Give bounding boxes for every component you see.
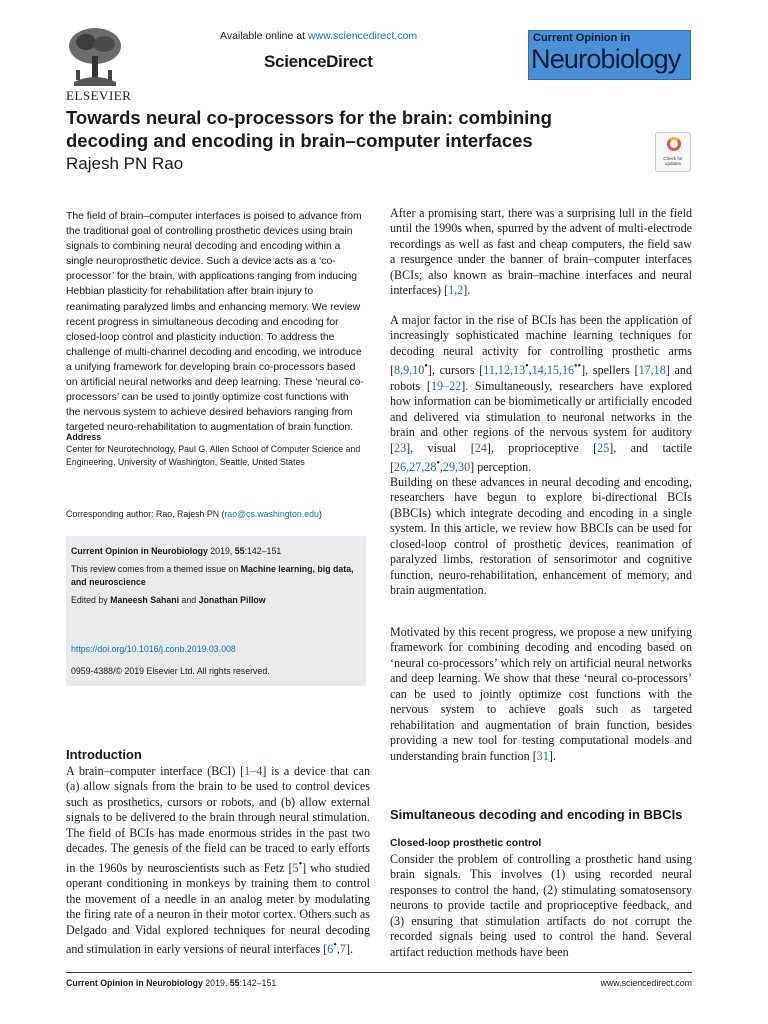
footer-url[interactable]: www.sciencedirect.com [600, 978, 692, 988]
ref-link[interactable]: 29,30 [442, 460, 471, 475]
ref-link[interactable]: 1–4 [244, 764, 263, 778]
check-updates-icon [667, 137, 681, 151]
infobox-pages: :142–151 [244, 546, 282, 556]
copyright: 0959-4388/© 2019 Elsevier Ltd. All rights reserved. [71, 666, 270, 676]
footer-divider [66, 972, 692, 973]
ref-link[interactable]: 5 [292, 860, 299, 875]
section-heading: Simultaneous decoding and encoding in BBCIs [390, 807, 683, 822]
introduction-paragraph: A brain–computer interface (BCI) [1–4] is a device that can (a) allow signals from the brain to be used to control devices such as prosthetics, cursors or robots, and (b) allow external signals to be delivered to the brain through neural stimulation. The field of BCIs has made enormous strides in the past two decades. The genesis of the field can be traced to early efforts in the 1960s by neuroscientists such as Fetz [5•] who studied operant conditioning in monkeys by training them to control the movement of a needle in an analog meter by modulating the firing rate of a neuron in their motor cortex. Others such as Delgado and Vidal explored techniques for neural decoding and stimulation in early versions of neural interfaces [6•,7]. [66, 764, 370, 957]
available-online-line [220, 30, 520, 42]
check-for-updates-button[interactable] [655, 132, 691, 172]
introduction-heading: Introduction [66, 747, 142, 762]
address-text: Center for Neurotechnology, Paul G. Allen School of Computer Science and Engineering, University of Washington, Seattle, United States [66, 444, 361, 467]
footer-volume: 55 [229, 978, 240, 988]
abstract: The field of brain–computer interfaces is poised to advance from the traditional goal of controlling prosthetic devices using brain signals to combining neural decoding and encoding within a single neuroprosthetic device. Such a device acts as a ‘co-processor’ for the brain, with applications ranging from inducing Hebbian plasticity for rehabilitation after brain injury to reanimating paralyzed limbs and enhancing memory. We review recent progress in simultaneous decoding and encoding for closed-loop control and plasticity induction. To address the challenge of multi-channel decoding and encoding, we introduce a unifying framework for developing brain co-processors based on artificial neural networks and deep learning. These ‘neural co-processors’ can be used to jointly optimize cost functions with the nervous system to achieve desired behaviors ranging from targeted neuro-rehabilitation to augmentation of brain function. [66, 211, 364, 434]
ref-link[interactable]: 19–22 [430, 378, 462, 393]
ref-link[interactable]: 31 [536, 748, 549, 763]
footer-pages: :142–151 [239, 978, 277, 988]
ref-link[interactable]: 17,18 [638, 363, 666, 378]
ref-link[interactable]: 24 [474, 440, 487, 455]
paragraph-machine-learning: A major factor in the rise of BCIs has been the application of increasingly sophisticated machine learning techniques for decoding neural activity for controlling prosthetic arms [8,9,10•], cursors [11,12,13•,14,15,16••], spellers [17,18] and robots [19–22]. Simultaneously, researchers have explored how information can be biomimetically or artificially encoded and delivered via stimulation to neuronal networks in the brain and other regions of the nervous system for auditory [23], visual [24], proprioceptive [25], and tactile [26,27,28•,29,30] perception. [390, 313, 692, 475]
address-label: Address [66, 432, 102, 442]
themed-issue-name: Machine learning, big data, and neuroscience [71, 564, 354, 587]
sciencedirect-wordmark: ScienceDirect [264, 52, 373, 71]
paragraph-framework: Motivated by this recent progress, we propose a new unifying framework for combining decoding and encoding based on ‘neural co-processors’ which rely on artificial neural networks and deep learning. We show that these ‘neural co-processors’ can be used to jointly optimize cost functions with the nervous system to achieve goals such as targeted rehabilitation and augmentation of brain function, besides providing a new tool for testing computational models and understanding brain function [31]. [390, 625, 692, 763]
themed-prefix: This review comes from a themed issue on [71, 564, 241, 574]
ref-link[interactable]: 23 [394, 440, 407, 455]
article-author: Rajesh PN Rao [66, 154, 184, 173]
ref-link[interactable]: 26,27,28 [394, 460, 437, 475]
journal-banner [528, 30, 691, 80]
available-prefix: Available online at [220, 30, 308, 42]
ref-link[interactable]: 14,15,16 [531, 363, 575, 378]
author-email-link[interactable]: rao@cs.washington.edu [224, 509, 319, 519]
edited-prefix: Edited by [71, 595, 111, 605]
paragraph-lull: After a promising start, there was a surprising lull in the field until the 1990s when, spurred by the advent of multi-electrode recordings as well as fast and cheap computers, the field saw a resurgence under the banner of brain–computer interfaces (BCIs; also known as brain–machine interfaces and neural interfaces) [1,2]. [390, 206, 692, 298]
sciencedirect-link[interactable]: www.sciencedirect.com [307, 30, 418, 42]
editor-and: and [179, 595, 199, 605]
infobox-editors [71, 594, 266, 607]
ref-link[interactable]: 8,9,10 [394, 363, 425, 378]
paragraph-prosthetic-control: Consider the problem of controlling a prosthetic hand using brain signals. This involves (1) using recorded neural responses to control the hand, (2) stimulating somatosensory neurons to provide tactile and proprioceptive feedback, and (3) ensuring that stimulation artifacts do not corrupt the recorded signals being used to control the hand. Several artifact reduction methods have been [390, 852, 692, 959]
infobox-year: 2019, [207, 546, 235, 556]
journal-banner-name: Neurobiology [531, 44, 681, 74]
article-info-box [66, 536, 366, 686]
corresponding-author [66, 508, 366, 521]
ref-link[interactable]: 6 [327, 942, 334, 957]
footer-journal: Current Opinion in Neurobiology [66, 978, 203, 988]
article-title: Towards neural co-processors for the brain: combining decoding and encoding in brain–computer interfaces [66, 107, 552, 151]
journal-banner-top: Current Opinion in [533, 32, 631, 44]
publisher-name: ELSEVIER [66, 88, 132, 103]
infobox-volume: 55 [234, 546, 245, 556]
doi-link[interactable]: https://doi.org/10.1016/j.conb.2019.03.008 [71, 644, 236, 654]
infobox-themed-issue [71, 563, 359, 588]
paragraph-bbci: Building on these advances in neural decoding and encoding, researchers have begun to explore bi-directional BCIs (BBCIs) which integrate decoding and encoding in a single system. In this article, we review how BBCIs can be used for closed-loop control of prosthetic devices, reanimation of paralyzed limbs, restoration of sensorimotor and cognitive function, neuro-rehabilitation, enhancement of memory, and brain augmentation. [390, 475, 692, 598]
ref-link[interactable]: 1,2 [448, 283, 464, 298]
footer-citation [66, 978, 276, 988]
elsevier-tree-logo [66, 26, 124, 88]
ref-link[interactable]: 25 [597, 440, 610, 455]
check-updates-label: Check for updates [663, 156, 683, 166]
corresponding-suffix: ) [318, 509, 322, 519]
editor-2: Jonathan Pillow [198, 595, 266, 605]
ref-link[interactable]: 11,12,13 [483, 363, 526, 378]
infobox-citation [71, 545, 281, 558]
ref-link[interactable]: 7 [339, 942, 346, 957]
infobox-journal: Current Opinion in Neurobiology [71, 546, 208, 556]
subsection-heading: Closed-loop prosthetic control [390, 838, 542, 849]
editor-1: Maneesh Sahani [110, 595, 180, 605]
corresponding-prefix: Corresponding author: Rao, Rajesh PN ( [66, 509, 225, 519]
footer-year: 2019, [202, 978, 230, 988]
